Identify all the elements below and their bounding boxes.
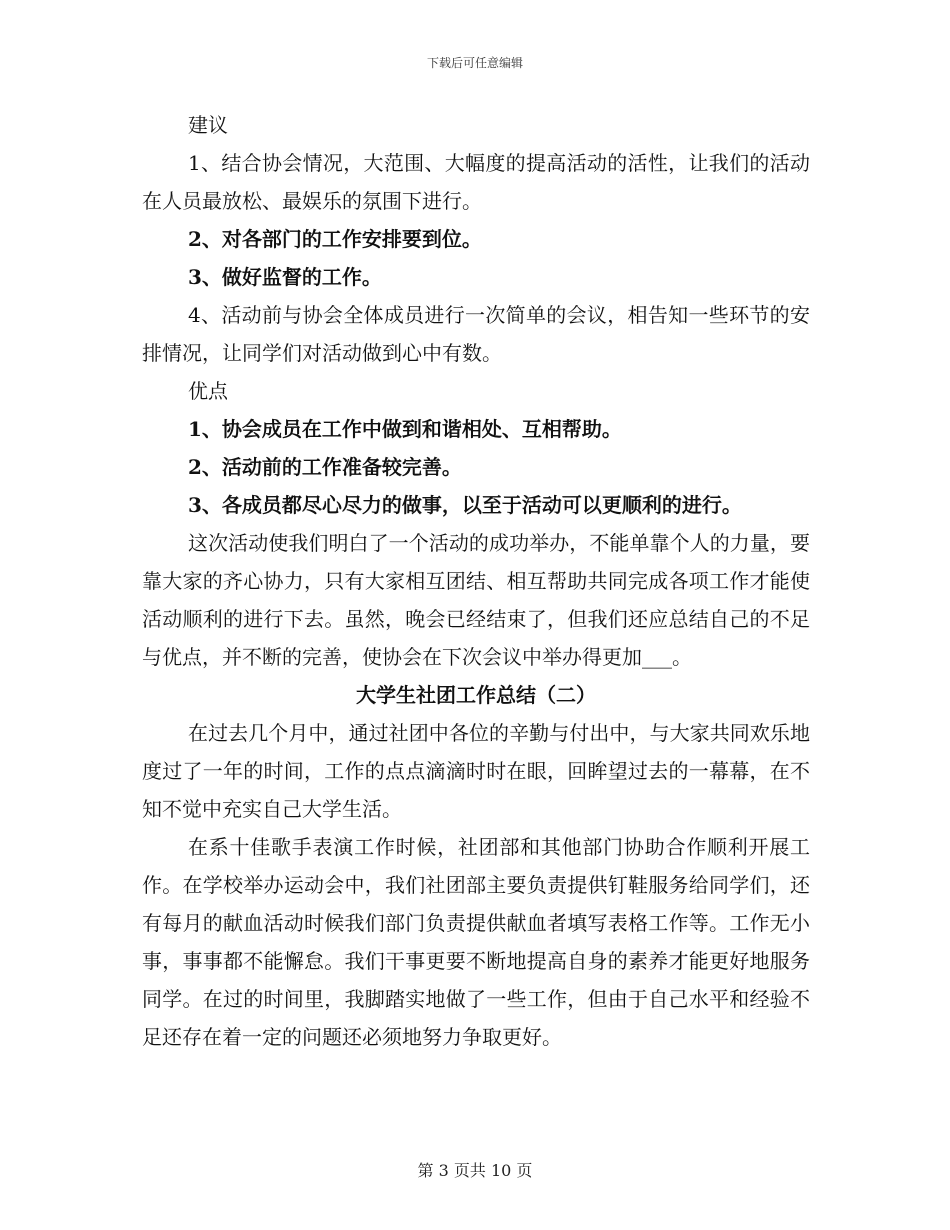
merit-item-2: 2、活动前的工作准备较完善。 xyxy=(188,455,462,479)
suggestions-heading: 建议 xyxy=(188,113,228,137)
suggestion-item-3: 3、做好监督的工作。 xyxy=(188,265,382,289)
suggestion-item-2: 2、对各部门的工作安排要到位。 xyxy=(188,227,482,251)
merit-item-3: 3、各成员都尽心尽力的做事，以至于活动可以更顺利的进行。 xyxy=(188,493,742,517)
section2-paragraph-2: 在系十佳歌手表演工作时候，社团部和其他部门协助合作顺利开展工作。在学校举办运动会中，我们社团部主要负责提供钉鞋服务给同学们，还有每月的献血活动时候我们部门负责提供献血者填写表格工作等。工作无小事，事事都不能懈怠。我们干事更要不断地提高自身的素养才能更好地服务同学。在过的时间里，我脚踏实地做了一些工作，但由于自己水平和经验不足还存在着一定的问题还必须地努力争取更好。 xyxy=(142,835,810,1049)
document-body xyxy=(142,106,810,1056)
page-footer: 第 3 页共 10 页 xyxy=(417,1161,533,1180)
conclusion-paragraph: 这次活动使我们明白了一个活动的成功举办，不能单靠个人的力量，要靠大家的齐心协力，只有大家相互团结、相互帮助共同完成各项工作才能使活动顺利的进行下去。虽然，晚会已经结束了，但我们还应总结自己的不足与优点，并不断的完善，使协会在下次会议中举办得更加___。 xyxy=(142,531,810,669)
merits-heading: 优点 xyxy=(188,379,228,403)
section-title: 大学生社团工作总结（二） xyxy=(356,683,596,707)
suggestion-item-1: 1、结合协会情况，大范围、大幅度的提高活动的活性，让我们的活动在人员最放松、最娱乐的氛围下进行。 xyxy=(142,151,810,213)
merit-item-1: 1、协会成员在工作中做到和谐相处、互相帮助。 xyxy=(188,417,622,441)
suggestion-item-4: 4、活动前与协会全体成员进行一次简单的会议，相告知一些环节的安排情况，让同学们对活动做到心中有数。 xyxy=(142,303,810,365)
section2-paragraph-1: 在过去几个月中，通过社团中各位的辛勤与付出中，与大家共同欢乐地度过了一年的时间，工作的点点滴滴时时在眼，回眸望过去的一幕幕，在不知不觉中充实自己大学生活。 xyxy=(142,721,810,821)
header-note: 下载后可任意编辑 xyxy=(426,56,523,70)
